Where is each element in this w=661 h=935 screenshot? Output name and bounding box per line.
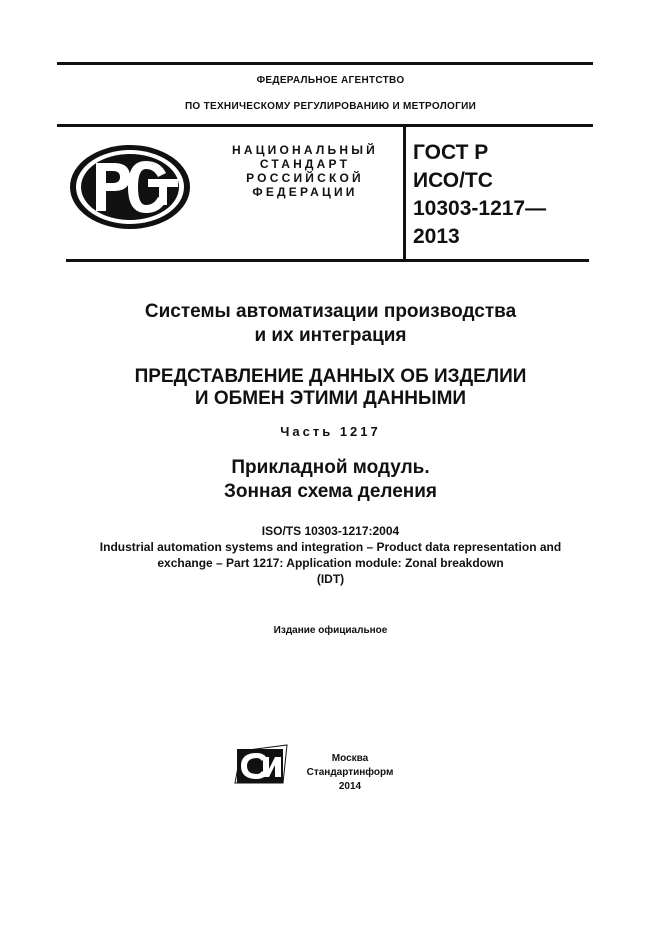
national-line-3: РОССИЙСКОЙ: [246, 171, 364, 185]
national-line-2: СТАНДАРТ: [259, 157, 351, 171]
series-title: [0, 300, 661, 348]
national-line-4: ФЕДЕРАЦИИ: [252, 185, 358, 199]
designation-line-3: 10303-1217—: [413, 197, 547, 220]
header-bottom-rule: [57, 124, 593, 127]
agency-line-2: ПО ТЕХНИЧЕСКОМУ РЕГУЛИРОВАНИЮ И МЕТРОЛОГИИ: [184, 101, 477, 112]
iso-title-line-1: Industrial automation systems and integration – Product data representation and: [99, 540, 562, 554]
iso-idt: (IDT): [316, 572, 345, 586]
subject-title-line-2: И ОБМЕН ЭТИМИ ДАННЫМИ: [194, 388, 467, 409]
vertical-separator: [403, 127, 406, 260]
module-title-line-2: Зонная схема деления: [223, 481, 438, 502]
series-title-line-2: и их интеграция: [254, 325, 407, 346]
national-line-1: НАЦИОНАЛЬНЫЙ: [231, 143, 379, 157]
agency-line-1: ФЕДЕРАЛЬНОЕ АГЕНТСТВО: [256, 75, 405, 86]
series-title-line-1: Системы автоматизации производства: [144, 301, 517, 322]
part-number: Часть 1217: [280, 424, 381, 439]
designation-line-4: 2013: [413, 225, 460, 248]
designation-bottom-rule: [66, 259, 589, 262]
iso-reference: [0, 523, 661, 587]
module-title-line-1: Прикладной модуль.: [231, 457, 430, 478]
iso-title-line-2: exchange – Part 1217: Application module: Zonal breakdown: [157, 556, 504, 570]
publisher-city: Москва: [331, 753, 369, 764]
publisher-block: [290, 752, 410, 794]
designation-line-1: ГОСТ Р: [413, 141, 489, 164]
edition-label: Издание официальное: [273, 625, 388, 636]
standartinform-logo-icon: [233, 743, 289, 785]
subject-title: [0, 366, 661, 410]
subject-title-line-1: ПРЕДСТАВЛЕНИЕ ДАННЫХ ОБ ИЗДЕЛИИ: [134, 366, 527, 387]
iso-code: ISO/TS 10303-1217:2004: [261, 524, 400, 538]
top-rule: [57, 62, 593, 65]
rst-certification-mark-icon: [68, 143, 192, 231]
module-title: [0, 456, 661, 504]
designation-line-2: ИСО/ТС: [413, 169, 493, 192]
gost-designation: [413, 139, 546, 251]
publisher-name: Стандартинформ: [306, 767, 394, 778]
publisher-year: 2014: [338, 781, 362, 792]
national-standard-block: [205, 143, 405, 199]
